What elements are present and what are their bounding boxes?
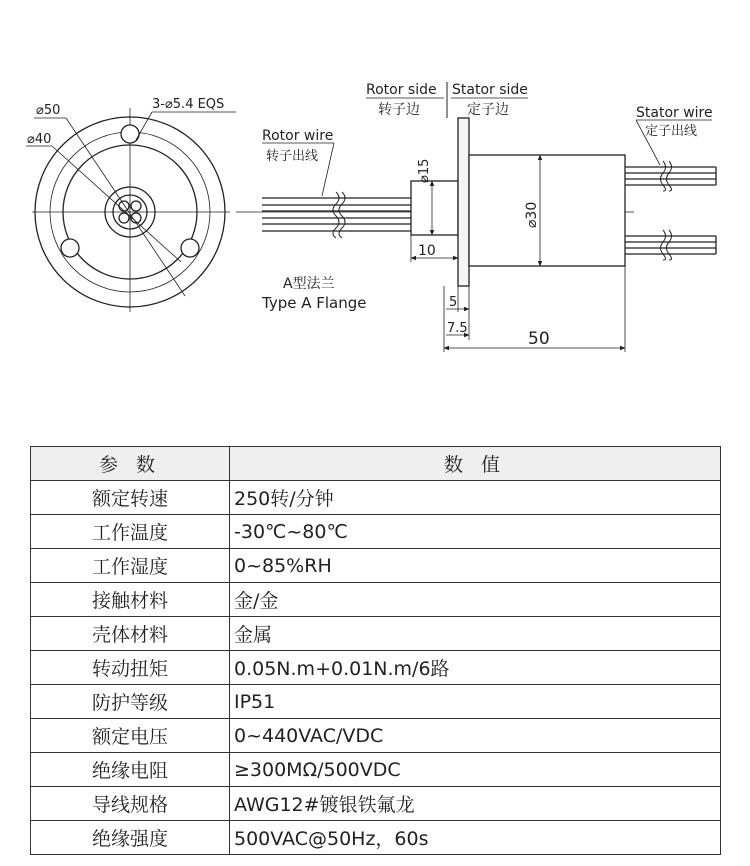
label-dia40: ⌀40 [27, 132, 52, 147]
value-cell: 0.05N.m+0.01N.m/6路 [230, 651, 721, 685]
param-cell: 额定电压 [31, 719, 230, 753]
label-dia50: ⌀50 [36, 103, 61, 118]
value-cell: -30℃~80℃ [230, 515, 721, 549]
value-cell: 金/金 [230, 583, 721, 617]
table-row [31, 481, 721, 515]
value-cell: ≥300MΩ/500VDC [230, 753, 721, 787]
table-header-row [31, 447, 721, 481]
stator-wire-break [667, 161, 672, 191]
header-value: 数 值 [230, 447, 721, 481]
label-dim-10: 10 [418, 243, 436, 259]
label-holes: 3-⌀5.4 EQS [152, 97, 225, 112]
value-cell: 0~440VAC/VDC [230, 719, 721, 753]
param-cell: 壳体材料 [31, 617, 230, 651]
front-view [26, 108, 236, 312]
technical-drawing [0, 0, 750, 420]
label-dim-50: 50 [528, 329, 550, 349]
param-cell: 额定转速 [31, 481, 230, 515]
label-dim-5: 5 [449, 295, 458, 310]
param-cell: 转动扭矩 [31, 651, 230, 685]
param-cell: 工作温度 [31, 515, 230, 549]
label-rotor-side-cn: 转子边 [378, 102, 420, 118]
label-flange-en: Type A Flange [262, 294, 367, 312]
value-cell: 0~85%RH [230, 549, 721, 583]
stator-wire-break [661, 230, 666, 260]
label-stator-side-cn: 定子边 [467, 102, 509, 118]
stator-body [469, 155, 625, 266]
value-cell: 250转/分钟 [230, 481, 721, 515]
value-cell: 500VAC@50Hz，60s [230, 821, 721, 855]
param-cell: 导线规格 [31, 787, 230, 821]
label-dim-dia30: ⌀30 [524, 201, 540, 228]
value-cell: IP51 [230, 685, 721, 719]
table-row [31, 685, 721, 719]
label-rotor-wire-cn: 转子出线 [266, 149, 319, 164]
mounting-hole-right [181, 239, 199, 257]
table-row [31, 753, 721, 787]
header-param: 参 数 [31, 447, 230, 481]
table-row [31, 821, 721, 855]
table-row [31, 617, 721, 651]
table-row [31, 719, 721, 753]
table-row [31, 583, 721, 617]
value-cell: AWG12#镀银铁氟龙 [230, 787, 721, 821]
param-cell: 绝缘电阻 [31, 753, 230, 787]
table-row [31, 787, 721, 821]
wire-hole [119, 213, 129, 223]
stator-wire-break [667, 230, 672, 260]
label-dim-dia15: ⌀15 [417, 158, 432, 183]
stator-wire-break [661, 161, 666, 191]
label-flange-cn: A型法兰 [283, 276, 335, 292]
value-cell: 金属 [230, 617, 721, 651]
param-cell: 防护等级 [31, 685, 230, 719]
param-cell: 绝缘强度 [31, 821, 230, 855]
leader-holes [136, 112, 152, 140]
label-stator-wire-en: Stator wire [636, 105, 713, 121]
mounting-hole-top [121, 125, 139, 143]
param-cell: 工作湿度 [31, 549, 230, 583]
flange-plate [458, 118, 469, 286]
label-dim-7-5: 7.5 [447, 321, 468, 336]
rotor-shaft [411, 181, 458, 235]
label-rotor-wire-en: Rotor wire [262, 128, 334, 144]
table-row [31, 549, 721, 583]
table-row [31, 515, 721, 549]
mounting-hole-left [61, 239, 79, 257]
label-rotor-side-en: Rotor side [366, 82, 437, 98]
label-stator-wire-cn: 定子出线 [645, 124, 698, 139]
label-stator-side-en: Stator side [452, 82, 528, 98]
leader-rotor-wire [322, 143, 334, 196]
table-row [31, 651, 721, 685]
wire-hole [131, 201, 141, 211]
param-cell: 接触材料 [31, 583, 230, 617]
spec-table [30, 446, 721, 855]
